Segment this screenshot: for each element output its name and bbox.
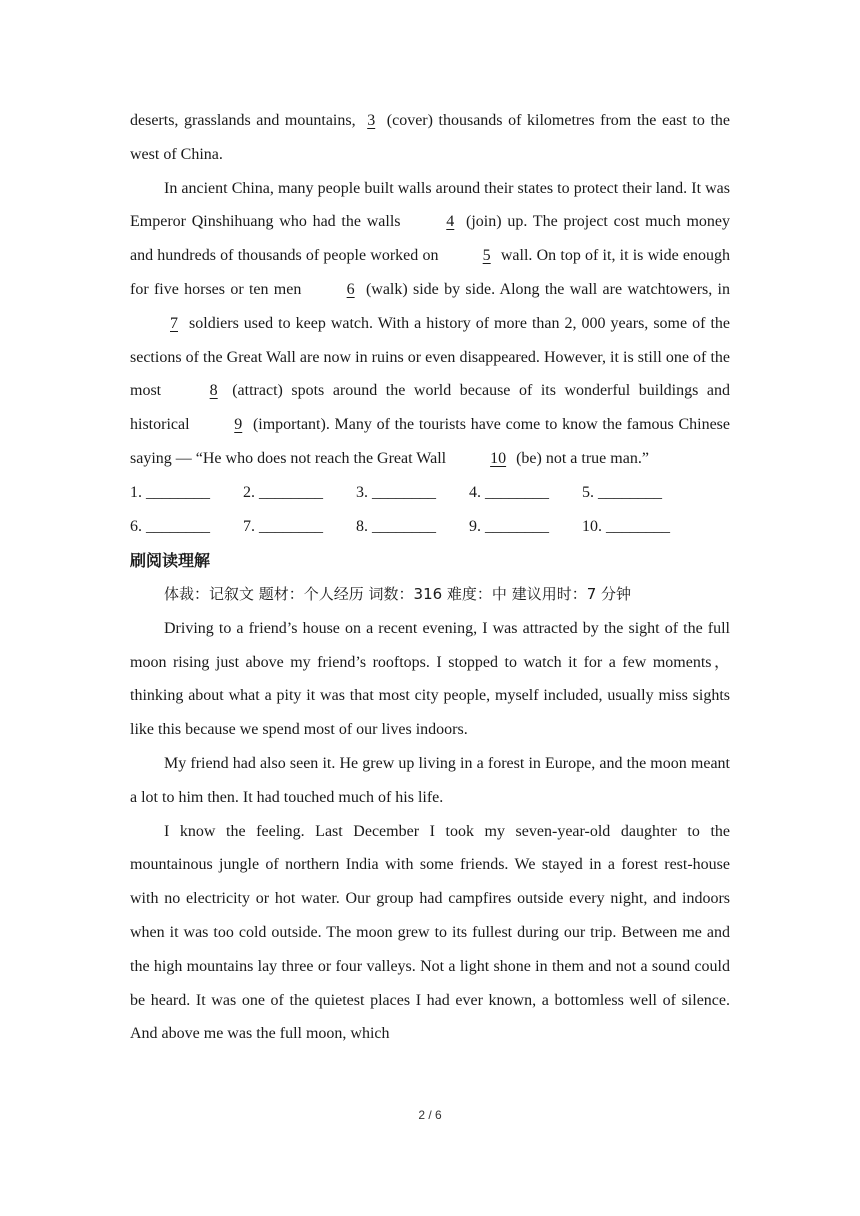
text-run: In ancient China, many people built walls around their states to protect their land. It was Emperor Qinshihuang who had the walls (130, 179, 730, 231)
answer-slot-6[interactable]: 6. ________ (130, 517, 210, 535)
answer-slot-9[interactable]: 9. ________ (469, 517, 549, 535)
blank-4: 4 (446, 213, 455, 231)
text-run: (attract) spots around the world because of its wonderful buildings and historical (130, 382, 731, 434)
reading-paragraph-3: I know the feeling. Last December I took my seven-year-old daughter to the mountainous jungle of northern India with some friends. We stayed in a forest rest-house with no electricity or hot water. Our group had campfires outside every night, and indoors when it was too cold outside. The moon grew to its fullest during our trip. Between me and the high mountains lay three or four valleys. Not a light shone in them and not a sound could be heard. It was one of the quietest places I had ever known, a bottomless well of silence. And above me was the full moon, which (130, 822, 730, 1043)
blank-3: 3 (367, 112, 376, 129)
section-heading: 刷阅读理解 (130, 550, 211, 570)
answer-slot-8[interactable]: 8. ________ (356, 517, 436, 535)
answer-slot-1[interactable]: 1. ________ (130, 483, 210, 501)
text-run: (walk) side by side. Along the wall are watchtowers, in (360, 280, 730, 298)
blank-7: 7 (170, 314, 178, 332)
text-run: wall. On top of it, it is wide enough for five horses or ten men (130, 247, 731, 298)
reading-paragraph-2: My friend had also seen it. He grew up living in a forest in Europe, and the moon meant a lot to him then. It had touched much of his life. (130, 754, 730, 806)
page-number: 2 / 6 (418, 1108, 442, 1122)
blank-10: 10 (490, 449, 507, 467)
answer-slot-3[interactable]: 3. ________ (356, 483, 436, 501)
blank-9: 9 (234, 416, 243, 434)
answer-slot-5[interactable]: 5. ________ (582, 483, 662, 501)
answer-slot-2[interactable]: 2. ________ (243, 483, 323, 501)
answer-slot-7[interactable]: 7. ________ (243, 517, 323, 535)
document-body (130, 104, 730, 1051)
blank-8: 8 (209, 382, 218, 400)
passage-paragraph-2 (130, 172, 730, 476)
text-run: (important). Many of the tourists have come to know the famous Chinese saying — “He who does not reach the Great Wall (130, 416, 730, 467)
blank-6: 6 (346, 280, 355, 298)
passage-paragraph-1 (130, 104, 730, 172)
text-run: deserts, grasslands and mountains, (130, 112, 362, 129)
text-run: (join) up. The project cost much money and hundreds of thousands of people worked on (130, 213, 731, 265)
text-run: (cover) thousands of kilometres from the east to the west of China. (130, 112, 730, 163)
reading-paragraph-1: Driving to a friend’s house on a recent evening, I was attracted by the sight of the full moon rising just above my friend’s rooftops. I stopped to watch it for a few moments，thinking about what a pity it was that most city people, myself included, usually miss sights like this because we spend most of our lives indoors. (130, 619, 730, 739)
answer-slot-10[interactable]: 10. ________ (582, 517, 670, 535)
reading-meta-info: 体裁：记叙文 题材：个人经历 词数：316 难度：中 建议用时：7 分钟 (164, 584, 632, 603)
answer-slot-4[interactable]: 4. ________ (469, 483, 549, 501)
text-run: (be) not a true man.” (512, 449, 649, 467)
answer-row-2 (130, 510, 730, 544)
answer-row-1 (130, 476, 730, 510)
blank-5: 5 (482, 247, 491, 265)
text-run: soldiers used to keep watch. With a history of more than 2, 000 years, some of the sections of the Great Wall are now in ruins or even disappeared. However, it is still one of the most (130, 314, 730, 400)
